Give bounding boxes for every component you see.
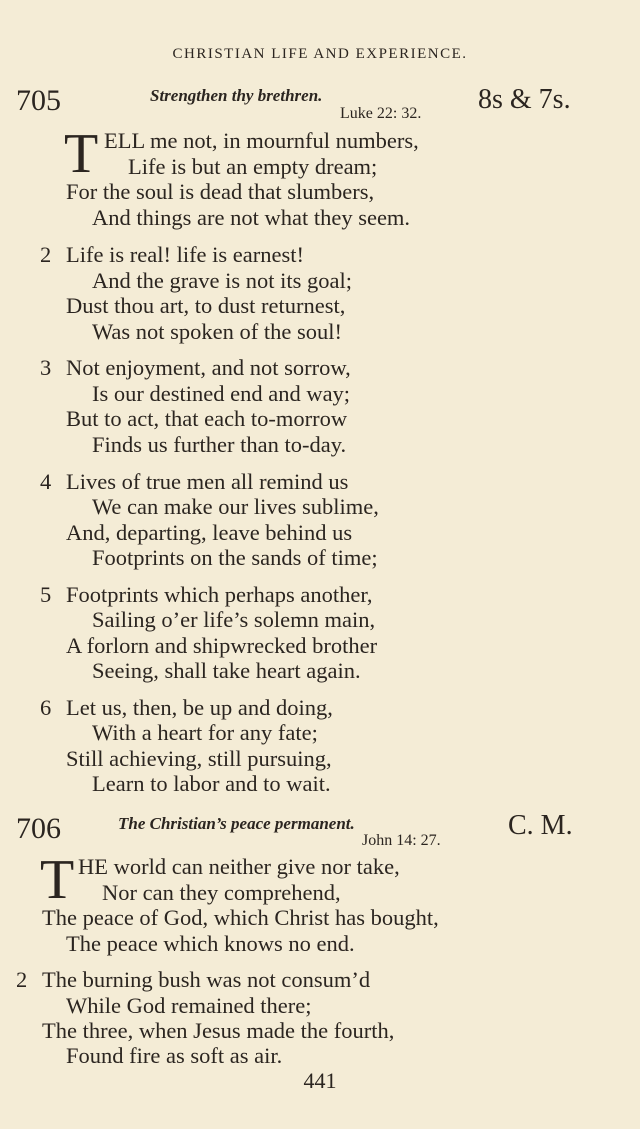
verse-line: Footprints which perhaps another, bbox=[66, 582, 373, 607]
verse-number: 4 bbox=[40, 469, 52, 494]
verse-line: Learn to labor and to wait. bbox=[92, 771, 331, 796]
verse-line: Is our destined end and way; bbox=[92, 381, 351, 406]
verse-line: Life is real! life is earnest! bbox=[66, 242, 305, 267]
hymn-reference-706: John 14: 27. bbox=[362, 832, 441, 849]
verse-line: Finds us further than to-day. bbox=[92, 432, 347, 457]
hymn-meter-706: C. M. bbox=[508, 810, 573, 841]
verse-line: The peace which knows no end. bbox=[66, 931, 355, 956]
verse-number: 2 bbox=[40, 242, 52, 267]
verse-line: Found fire as soft as air. bbox=[66, 1043, 283, 1068]
verse-number: 6 bbox=[40, 695, 52, 720]
verse-line: For the soul is dead that slumbers, bbox=[66, 179, 375, 204]
hymn-number-706: 706 bbox=[16, 812, 61, 845]
verse-line: With a heart for any fate; bbox=[92, 720, 318, 745]
verse-line: We can make our lives sublime, bbox=[92, 494, 379, 519]
verse-line: The peace of God, which Christ has bought, bbox=[42, 905, 439, 930]
hymn-title-705: Strengthen thy brethren. bbox=[150, 86, 323, 105]
verse-line: While God remained there; bbox=[66, 993, 312, 1018]
verse-number: 2 bbox=[16, 967, 28, 992]
verse-line: And the grave is not its goal; bbox=[92, 268, 352, 293]
hymn-meter-705: 8s & 7s. bbox=[478, 84, 571, 115]
verse-line: Lives of true men all remind us bbox=[66, 469, 349, 494]
verse-line: Sailing o’er life’s solemn main, bbox=[92, 607, 376, 632]
verse-line: Dust thou art, to dust returnest, bbox=[66, 293, 346, 318]
hymn-title-706: The Christian’s peace permanent. bbox=[118, 814, 355, 833]
verse-number: 5 bbox=[40, 582, 52, 607]
verse-line: The three, when Jesus made the fourth, bbox=[42, 1018, 395, 1043]
hymn-number-705: 705 bbox=[16, 84, 61, 117]
verse-line: Was not spoken of the soul! bbox=[92, 319, 343, 344]
verse-line: Let us, then, be up and doing, bbox=[66, 695, 333, 720]
verse-line: ELL me not, in mournful numbers, bbox=[104, 128, 419, 153]
verse-line: The burning bush was not consum’d bbox=[42, 967, 371, 992]
verse-line: And things are not what they seem. bbox=[92, 205, 411, 230]
hymn-reference-705: Luke 22: 32. bbox=[340, 105, 422, 122]
running-header: CHRISTIAN LIFE AND EXPERIENCE. bbox=[172, 46, 468, 62]
drop-cap-706: T bbox=[40, 849, 75, 911]
verse-line: But to act, that each to-morrow bbox=[66, 406, 348, 431]
verse-number: 3 bbox=[40, 355, 52, 380]
verse-line: Nor can they comprehend, bbox=[102, 880, 341, 905]
verse-line: A forlorn and shipwrecked brother bbox=[66, 633, 378, 658]
verse-line: And, departing, leave behind us bbox=[66, 520, 353, 545]
verse-line: Still achieving, still pursuing, bbox=[66, 746, 332, 771]
verse-line: HE world can neither give nor take, bbox=[78, 854, 400, 879]
verse-line: Seeing, shall take heart again. bbox=[92, 658, 361, 683]
verse-line: Footprints on the sands of time; bbox=[92, 545, 378, 570]
drop-cap-705: T bbox=[64, 123, 99, 185]
verse-line: Life is but an empty dream; bbox=[128, 154, 378, 179]
page-number: 441 bbox=[303, 1068, 337, 1093]
verse-line: Not enjoyment, and not sorrow, bbox=[66, 355, 351, 380]
